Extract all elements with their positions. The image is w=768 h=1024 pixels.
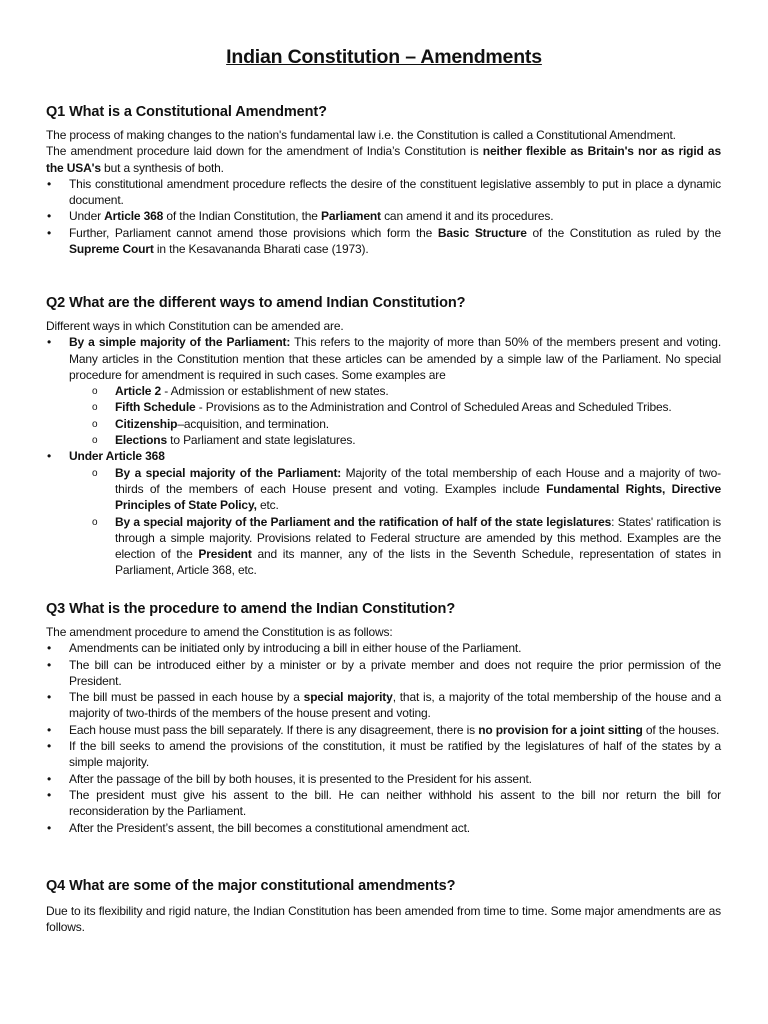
page-title: Indian Constitution – Amendments	[226, 46, 542, 68]
q2-intro: Different ways in which Constitution can be amended are.	[46, 319, 344, 333]
list-item: • The bill can be introduced either by a minister or by a private member and does not require the prior permission of the President.	[46, 657, 721, 690]
q2-examples-list	[92, 383, 721, 448]
section-q2	[46, 295, 721, 579]
list-item: o Fifth Schedule - Provisions as to the Administration and Control of Scheduled Areas and Scheduled Tribes.	[92, 399, 721, 415]
list-item: • Amendments can be initiated only by introducing a bill in either house of the Parliament.	[46, 640, 721, 656]
q3-heading: Q3 What is the procedure to amend the Indian Constitution?	[46, 601, 456, 617]
list-item: o Article 2 - Admission or establishment of new states.	[92, 383, 721, 399]
q4-heading: Q4 What are some of the major constitutional amendments?	[46, 878, 456, 894]
q1-bullet-list	[46, 176, 721, 257]
list-item: • After the passage of the bill by both houses, it is presented to the President for his assent.	[46, 771, 721, 787]
q1-paragraph-2: The amendment procedure laid down for the amendment of India’s Constitution is neither flexible as Britain's nor as rigid as the USA's but a synthesis of both.	[46, 144, 721, 175]
section-q3	[46, 601, 721, 836]
q3-intro: The amendment procedure to amend the Constitution is as follows:	[46, 625, 393, 639]
q4-paragraph: Due to its flexibility and rigid nature, the Indian Constitution has been amended from time to time. Some major amendments are as follows.	[46, 904, 721, 935]
q2-bullet-list	[46, 334, 721, 578]
section-q1	[46, 104, 721, 257]
list-item: o Citizenship–acquisition, and termination.	[92, 416, 721, 432]
list-item: • Further, Parliament cannot amend those provisions which form the Basic Structure of the Constitution as ruled by the Supreme Court in the Kesavananda Bharati case (1973).	[46, 225, 721, 258]
list-item: • Each house must pass the bill separately. If there is any disagreement, there is no provision for a joint sitting of the houses.	[46, 722, 721, 738]
list-item: • If the bill seeks to amend the provisions of the constitution, it must be ratified by the legislatures of half of the states by a simple majority.	[46, 738, 721, 771]
list-item: • After the President’s assent, the bill becomes a constitutional amendment act.	[46, 820, 721, 836]
q1-heading: Q1 What is a Constitutional Amendment?	[46, 104, 327, 120]
list-item: • The president must give his assent to the bill. He can neither withhold his assent to the bill nor return the bill for reconsideration by the Parliament.	[46, 787, 721, 820]
list-item: • The bill must be passed in each house by a special majority, that is, a majority of the total membership of the house and a majority of two-thirds of the members of the house present and voting.	[46, 689, 721, 722]
list-item: o By a special majority of the Parliament and the ratification of half of the state legislatures: States' ratification is through a simple majority. Provisions related to Federal structure are amended by this method. Examples are the election of the President and its manner, any of the lists in the Seventh Schedule, representation of states in Parliament, Article 368, etc.	[92, 514, 721, 579]
list-item: • Under Article 368 o By a special majority of the Parliament: Majority of the total membership of each House and a majority of two-thirds of the members of each House present and voting. Examples include Fundamental Rights, Directive Principles of State Policy, etc. o By a special majority of the Parliament and the ratification of half of the state legislatures: States' ratification is through a simple majority. Provisions related to Federal structure are amended by this method. Examples are the election of the President and its manner, any of the lists in the Seventh Schedule, representation of states in Parliament, Article 368, etc.	[46, 448, 721, 578]
q2-article368-list	[92, 465, 721, 579]
q1-paragraph-1: The process of making changes to the nation's fundamental law i.e. the Constitution is called a Constitutional Amendment.	[46, 128, 676, 142]
list-item: • Under Article 368 of the Indian Constitution, the Parliament can amend it and its procedures.	[46, 208, 721, 224]
section-q4	[46, 878, 721, 936]
list-item: • This constitutional amendment procedure reflects the desire of the constituent legislative assembly to put in place a dynamic document.	[46, 176, 721, 209]
list-item: o By a special majority of the Parliament: Majority of the total membership of each House and a majority of two-thirds of the members of each House present and voting. Examples include Fundamental Rights, Directive Principles of State Policy, etc.	[92, 465, 721, 514]
q2-heading: Q2 What are the different ways to amend Indian Constitution?	[46, 295, 466, 311]
q3-bullet-list	[46, 640, 721, 836]
list-item: • By a simple majority of the Parliament: This refers to the majority of more than 50% of the members present and voting. Many articles in the Constitution mention that these articles can be amended by a simple law of the Parliament. No special procedure for amendment is required in such cases. Some examples are o Article 2 - Admission or establishment of new states. o Fifth Schedule - Provisions as to the Administration and Control of Scheduled Areas and Scheduled Tribes. o Citizenship–acquisition, and termination. o Elections to Parliament and state legislatures.	[46, 334, 721, 448]
list-item: o Elections to Parliament and state legislatures.	[92, 432, 721, 448]
